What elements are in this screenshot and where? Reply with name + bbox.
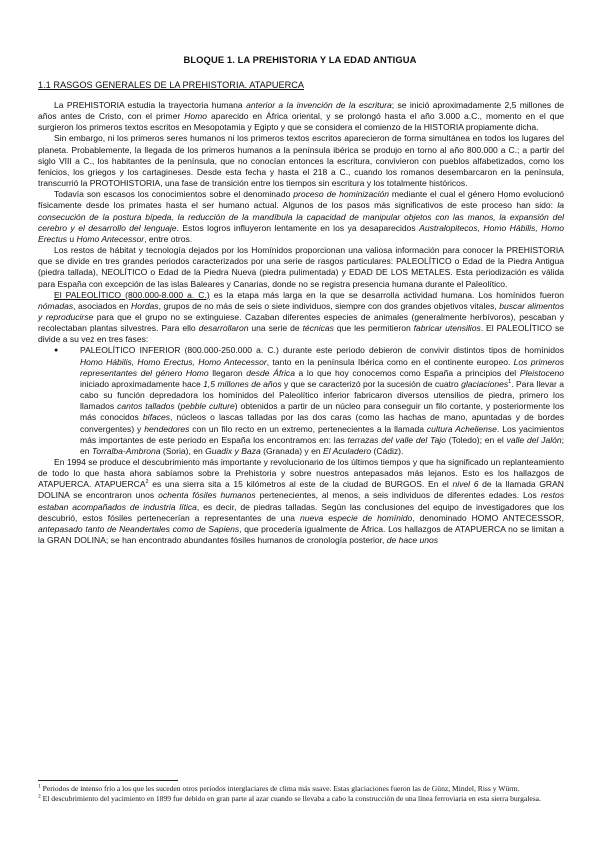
list-item-paleolitico-inferior: ● PALEOLÍTICO INFERIOR (800.000-250.000 a. C.) durante este periodo debieron de convivir distintos tipos de homínidos Homo Hábilis, Homo Erectus, Homo Antecessor, tanto en la península Ibérica como en el continente europeo. Los primeros representantes del género Homo llegaron desde África a lo que hoy conocemos como España a principios del Pleistoceno iniciado aproximadamente hace 1,5 millones de años y que se caracterizó por la sucesión de cuatro glaciaciones$^1$. Para llevar a cabo su función depredadora los homínidos del Paleolítico inferior fabricaron diversos utensilios de piedra, primero los llamados cantos tallados (pebble culture) obtenidos a partir de un núcleo para conseguir un filo cortante, y posteriormente los más conocidos bifaces, núcleos o lascas talladas por las dos caras (como las hachas de mano, apuntadas y de bordes convergentes) y hendedores con un filo recto en un extremo, pertenecientes a la llamada cultura Acheliense. Los yacimientos más importantes de este periodo en España los encontramos en: las terrazas del valle del Tajo (Toledo); en el valle del Jalón; en Torralba-Ambrona (Soria), en Guadix y Baza (Granada) y en El Aculadero (Cádiz). (80, 345, 564, 457)
paragraph-paleolitico: El PALEOLÍTICO (800.000-8.000 a. C.) es la etapa más larga en la que se desarrolla actividad humana. Los homínidos fueron nómadas, asociados en Hordas, grupos de no más de seis o siete individuos, siempre con dos grandes objetivos vitales, buscar alimentos y reproducirse para que el grupo no se extinguiese. Cazaban diferentes especies de animales (generalmente herbívoros), pescaban y recolectaban plantas silvestres. Para ello desarrollaron una serie de técnicas que les permitieron fabricar utensilios. El PALEOLÍTICO se divide a su vez en tres fases: (38, 289, 564, 345)
paragraph-periodos: Los restos de hábitat y tecnología dejados por los Homínidos proporcionan una valiosa información para conocer la PREHISTORIA que se divide en tres grandes periodos caracterizados por una serie de rasgos particulares: PALEOLÍTICO o Edad de la Piedra Antigua (piedra tallada), NEOLÍTICO o Edad de la Piedra Nueva (piedra pulimentada) y EDAD DE LOS METALES. Esta periodización es válida para España con excepción de las islas Baleares y Canarias, donde no se registra presencia humana durante el Paleolítico. (38, 245, 564, 289)
footnote-separator (38, 780, 178, 781)
footnote-2: $^2$ El descubrimiento del yacimiento en 1899 fue debido en gran parte al azar cuando se llevaba a cabo la construcción de una línea ferroviaria en esta sierra burgalesa. (38, 793, 541, 803)
paragraph-protohistoria: Sin embargo, ni los primeros seres humanos ni los primeros textos escritos aparecieron de forma simultánea en todos los lugares del planeta. Probablemente, la llegada de los primeros humanos a la península ibérica se produjo en torno al año 800.000 a C.; a partir del siglo VIII a C., los habitantes de la península, que no conocían entonces la escritura, convivieron con pueblos alfabetizados, como los fenicios, los griegos y los cartagineses. Desde esta fecha y hasta el 218 a C., cuando los romanos desembarcaron en la península, transcurrió la PROTOHISTORIA, una fase de transición entre los tiempos sin escritura y los totalmente históricos. (38, 133, 564, 189)
section-heading: 1.1 RASGOS GENERALES DE LA PREHISTORIA. ATAPUERCA (38, 80, 305, 90)
paragraph-hominizacion: Todavía son escasos los conocimientos sobre el denominado proceso de hominización mediante el cual el género Homo evolucionó físicamente desde los primates hasta el ser humano actual. Algunos de los pasos más significativos de este proceso han sido: la consecución de la postura bípeda, la reducción de la mandíbula la capacidad de manipular objetos con las manos, la expansión del cerebro y el desarrollo del lenguaje. Estos logros influyeron lentamente en los ya desaparecidos Australopitecos, Homo Hábilis, Homo Erectus u Homo Antecessor, entre otros. (38, 189, 565, 244)
footnotes (38, 784, 564, 803)
phases-list (38, 345, 564, 457)
footnote-1: $^1$ Periodos de intenso frío a los que les suceden otros periodos interglaciares de clima más suave. Estas glaciaciones fueron las de Günz, Mindel, Riss y Würm. (38, 783, 520, 793)
footnote-ref-2[interactable]: 2 (145, 479, 149, 486)
paragraph-prehistoria: La PREHISTORIA estudia la trayectoria humana anterior a la invención de la escritura; se inició aproximadamente 2,5 millones de años antes de Cristo, con el primer Homo aparecido en África oriental, y se prolongó hasta el año 3.000 a.C., momento en el que surgieron los primeros textos escritos en Mesopotamia y Egipto y que se considera el comienzo de la HISTORIA propiamente dicha. (38, 100, 564, 133)
document-body (38, 100, 564, 546)
paragraph-atapuerca: En 1994 se produce el descubrimiento más importante y revolucionario de los últimos tiempos y que ha significado un replanteamiento de todo lo que hasta ahora sabíamos sobre la Prehistoria y sobre nuestros antepasados más lejanos. Esto es los hallazgos de ATAPUERCA. ATAPUERCA$^2$ es una sierra sita a 15 kilómetros al este de la ciudad de BURGOS. En el nivel 6 de la llamada GRAN DOLINA se encontraron unos ochenta fósiles humanos pertenecientes, al menos, a seis individuos de diferentes edades. Los restos estaban acompañados de industria lítica, es decir, de piedras talladas. Según las conclusiones del equipo de investigadores que los descubrió, estos fósiles pertenecerían a representantes de una nueva especie de homínido, denominado HOMO ANTECESSOR, antepasado tanto de Neandertales como de Sapiens, que procedería igualmente de África. Los hallazgos de ATAPUERCA no se limitan a la GRAN DOLINA; se han encontrado abundantes fósiles humanos de cronología posterior, de hace unos (38, 457, 565, 546)
document-title: BLOQUE 1. LA PREHISTORIA Y LA EDAD ANTIGUA (183, 54, 417, 65)
footnote-ref-1[interactable]: 1 (508, 379, 512, 386)
